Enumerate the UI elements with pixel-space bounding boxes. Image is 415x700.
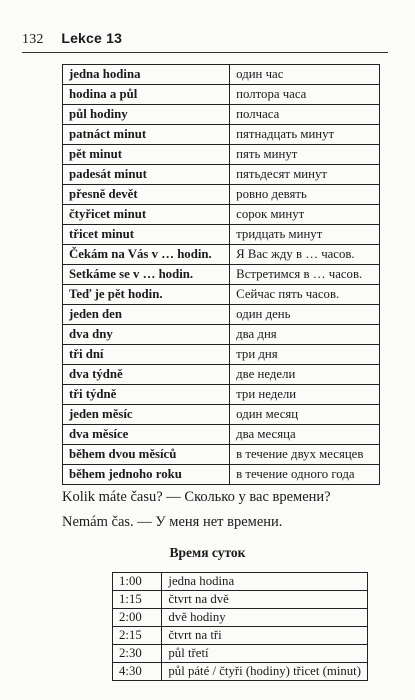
dialog-line-1: Kolik máte času? — Сколько у вас времени?: [62, 489, 331, 505]
vocab-row: [63, 425, 380, 445]
time-row-col-1: 2:00: [113, 609, 162, 627]
vocab-row-col-1: dva týdně: [63, 365, 230, 385]
time-row: [113, 573, 368, 591]
vocab-row-col-1: hodina a půl: [63, 85, 230, 105]
page-header: [22, 30, 122, 48]
vocab-row: [63, 205, 380, 225]
vocab-row: [63, 405, 380, 425]
time-row: [113, 663, 368, 681]
vocab-row: [63, 285, 380, 305]
vocab-row-col-2: один час: [230, 65, 380, 85]
time-row-col-1: 2:30: [113, 645, 162, 663]
vocab-row: [63, 445, 380, 465]
vocab-row-col-2: в течение одного года: [230, 465, 380, 485]
vocab-row-col-1: třicet minut: [63, 225, 230, 245]
time-row: [113, 609, 368, 627]
vocab-row-col-1: padesát minut: [63, 165, 230, 185]
vocab-row-col-1: během jednoho roku: [63, 465, 230, 485]
vocab-row-col-2: пять минут: [230, 145, 380, 165]
vocab-row: [63, 85, 380, 105]
vocab-row: [63, 325, 380, 345]
vocab-row: [63, 365, 380, 385]
time-row-col-2: dvě hodiny: [162, 609, 368, 627]
vocab-row: [63, 225, 380, 245]
vocab-row-col-2: Сейчас пять часов.: [230, 285, 380, 305]
time-row-col-2: čtvrt na dvě: [162, 591, 368, 609]
lesson-title: Lekce 13: [61, 30, 123, 46]
times-title: Время суток: [169, 545, 246, 560]
time-row-col-1: 4:30: [113, 663, 162, 681]
vocab-row-col-1: půl hodiny: [63, 105, 230, 125]
time-row: [113, 627, 368, 645]
vocab-row-col-2: два месяца: [230, 425, 380, 445]
time-row-col-2: jedna hodina: [162, 573, 368, 591]
vocab-row-col-2: три недели: [230, 385, 380, 405]
page-number: 132: [22, 32, 44, 47]
vocab-row-col-1: Teď je pět hodin.: [63, 285, 230, 305]
vocab-row: [63, 465, 380, 485]
vocab-row-col-2: Встретимся в … часов.: [230, 265, 380, 285]
time-row-col-1: 1:15: [113, 591, 162, 609]
time-row-col-1: 1:00: [113, 573, 162, 591]
vocab-row-col-2: тридцать минут: [230, 225, 380, 245]
vocab-row-col-1: tři dní: [63, 345, 230, 365]
vocab-row-col-1: jedna hodina: [63, 65, 230, 85]
vocab-row: [63, 165, 380, 185]
vocab-row-col-2: один месяц: [230, 405, 380, 425]
vocab-row-col-1: Čekám na Vás v … hodin.: [63, 245, 230, 265]
vocab-row-col-2: пятьдесят минут: [230, 165, 380, 185]
vocab-row: [63, 145, 380, 165]
vocab-row: [63, 105, 380, 125]
vocab-row-col-1: dva měsíce: [63, 425, 230, 445]
vocab-row-col-2: две недели: [230, 365, 380, 385]
time-row: [113, 645, 368, 663]
vocab-row: [63, 385, 380, 405]
vocab-row-col-1: jeden den: [63, 305, 230, 325]
vocab-row-col-2: пятнадцать минут: [230, 125, 380, 145]
vocab-row-col-2: один день: [230, 305, 380, 325]
dialog-line-2: Nemám čas. — У меня нет времени.: [62, 514, 283, 530]
vocab-row-col-1: Setkáme se v … hodin.: [63, 265, 230, 285]
vocab-row-col-2: два дня: [230, 325, 380, 345]
vocab-row: [63, 345, 380, 365]
vocab-row-col-2: Я Вас жду в … часов.: [230, 245, 380, 265]
vocabulary-table: [62, 64, 380, 485]
time-row-col-2: půl třetí: [162, 645, 368, 663]
vocab-row: [63, 65, 380, 85]
vocab-row-col-2: в течение двух месяцев: [230, 445, 380, 465]
time-row-col-1: 2:15: [113, 627, 162, 645]
vocab-row-col-1: pět minut: [63, 145, 230, 165]
vocab-row-col-1: jeden měsíc: [63, 405, 230, 425]
header-divider: [22, 52, 388, 53]
vocab-row: [63, 265, 380, 285]
vocab-row-col-1: čtyřicet minut: [63, 205, 230, 225]
vocab-row-col-1: dva dny: [63, 325, 230, 345]
time-table: [112, 572, 368, 681]
vocab-row-col-2: три дня: [230, 345, 380, 365]
vocab-row-col-2: полчаса: [230, 105, 380, 125]
vocab-row-col-1: během dvou měsíců: [63, 445, 230, 465]
vocab-row-col-2: полтора часа: [230, 85, 380, 105]
time-row-col-2: půl páté / čtyři (hodiny) třicet (minut): [162, 663, 368, 681]
vocab-row-col-1: přesně devět: [63, 185, 230, 205]
vocab-row: [63, 305, 380, 325]
vocab-row: [63, 185, 380, 205]
vocab-row-col-2: сорок минут: [230, 205, 380, 225]
vocab-row-col-1: patnáct minut: [63, 125, 230, 145]
vocab-row: [63, 245, 380, 265]
vocab-row-col-1: tři týdně: [63, 385, 230, 405]
vocab-row-col-2: ровно девять: [230, 185, 380, 205]
time-row-col-2: čtvrt na tři: [162, 627, 368, 645]
time-row: [113, 591, 368, 609]
vocab-row: [63, 125, 380, 145]
